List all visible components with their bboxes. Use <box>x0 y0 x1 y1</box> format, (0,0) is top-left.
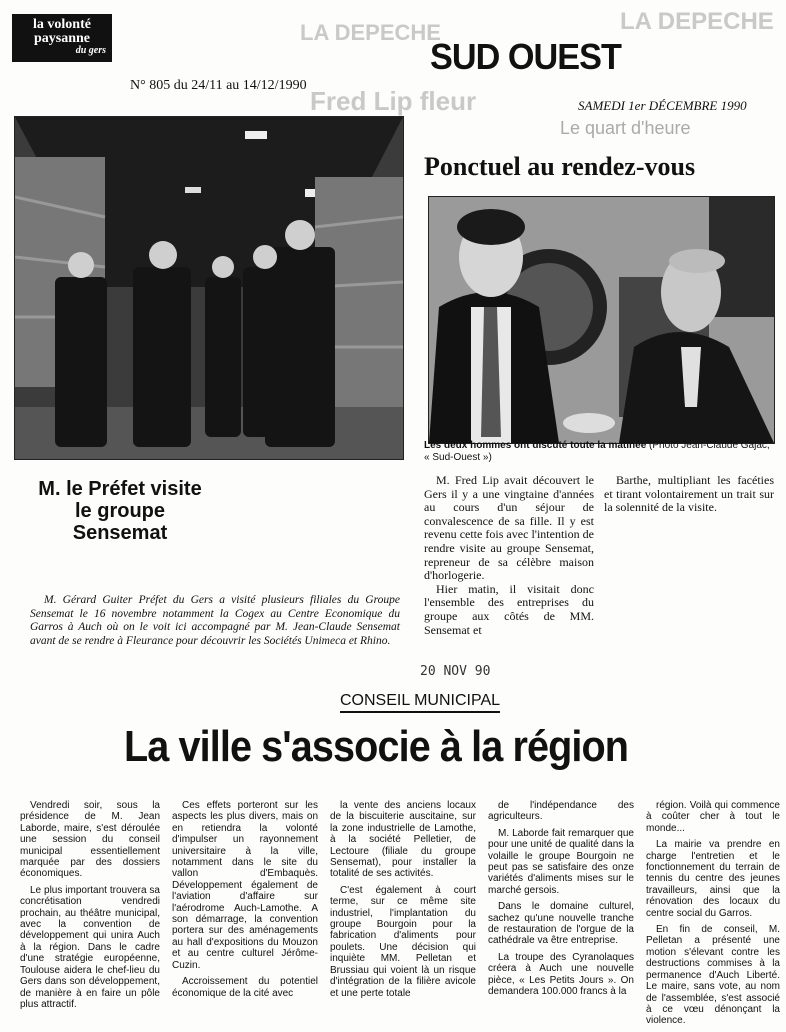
paragraph: C'est également à court terme, sur ce même site industriel, l'implantation du groupe Bourgoin pour la fabrication d'aliments pour poulets. Une décision qui inquiète MM. Pelletan et Brussiau qui voient là un risque d'intégration de la filière avicole et une perte totale <box>330 884 476 999</box>
caption-credit: (Photo Jean-Claude Gajac, « Sud-Ouest ») <box>424 440 770 463</box>
region-column-2 <box>172 800 318 1004</box>
paragraph: Hier matin, il visitait donc l'ensemble des entreprises du groupe aux côtés de MM. Sensemat et <box>424 581 594 637</box>
region-column-3 <box>330 800 476 1004</box>
publication-date: SAMEDI 1er DÉCEMBRE 1990 <box>578 98 747 113</box>
paragraph: M. Laborde fait remarquer que pour une unité de qualité dans la volaille le groupe Bourgoin ne peut pas se satisfaire des onze variétés d'aliments mises sur le marché gersois. <box>488 827 634 896</box>
paragraph: Dans le domaine culturel, sachez qu'une nouvelle tranche de restauration de l'orgue de la cathédrale va être entreprise. <box>488 901 634 947</box>
logo-line: paysanne <box>33 31 91 46</box>
paragraph: La mairie va prendre en charge l'entretien et le fonctionnement du terrain de tennis du centre des jeunes travailleurs, ainsi que la rénovation des locaux du centre social du Garros. <box>646 839 780 919</box>
fred-lip-photo <box>428 196 775 444</box>
fredlip-column-1 <box>424 474 594 637</box>
paragraph: Barthe, multipliant les facéties et tirant volontairement un trait sur la solennité de la visite. <box>604 473 774 515</box>
region-column-1 <box>20 800 160 1015</box>
ghost-headline: Fred Lip fleur <box>310 86 477 116</box>
prefet-body: M. Gérard Guiter Préfet du Gers a visité plusieurs filiales du Groupe Sensemat le 16 novembre notamment la Cogex au Centre Economique du Garros à Auch où on le voit ici accompagné par M. Jean-Claude Sensemat avant de se rendre à Fleurance pour découvrir les Sociétés Unimeca et Rhino. <box>30 594 400 647</box>
paragraph: de l'indépendance des agriculteurs. <box>488 800 634 823</box>
ghost-headline: LA DEPECHE <box>620 8 774 35</box>
paragraph: Vendredi soir, sous la présidence de M. Jean Laborde, maire, s'est déroulée une session du conseil municipal essentiellement marquée par des dossiers économiques. <box>20 800 160 880</box>
logo-line: la volonté <box>33 17 91 32</box>
ghost-headline: Le quart d'heure <box>560 118 691 138</box>
sud-ouest-logo: SUD OUEST <box>430 36 621 77</box>
date-stamp: 20 NOV 90 <box>420 664 491 679</box>
paragraph: Le plus important trouvera sa concrétisation vendredi prochain, au théâtre municipal, avec la convention de développement qui unira Auch à la région. Dans le cadre d'une stratégie européenne, Toulouse aidera le chef-lieu du Gers dans son développement, de manière à en faire un pôle plus attractif. <box>20 884 160 1010</box>
paragraph: région. Voilà qui commence à coûter cher à tout le monde... <box>646 800 780 834</box>
paragraph: M. Fred Lip avait découvert le Gers il y a une vingtaine d'années au cours d'un séjour de convalescence de sa fille. Il y est revenu cette fois avec l'intention de rendre visite au groupe Sensemat, repreneur de sa célèbre maison d'horlogerie. <box>424 473 594 583</box>
warehouse-visit-photo <box>14 116 404 460</box>
paragraph: Accroissement du potentiel économique de la cité avec <box>172 976 318 999</box>
ghost-headline: LA DEPECHE <box>300 20 441 45</box>
caption-title: Les deux hommes ont discuté toute la matinée <box>424 440 647 451</box>
issue-number: N° 805 du 24/11 au 14/12/1990 <box>130 78 307 93</box>
paragraph: la vente des anciens locaux de la biscuiterie auscitaine, sur la zone industrielle de Lamothe, à la société Pelletier, de Lectoure (filiale du groupe Sensemat), pour installer la totalité de ses activités. <box>330 800 476 880</box>
logo-line: du gers <box>75 45 106 56</box>
paragraph: En fin de conseil, M. Pelletan a présenté une motion s'élevant contre les destructions commises à la permanence d'Auch Liberté. Le maire, sans vote, au nom de l'assemblée, s'est associé à ce vœu dénonçant la violence. <box>646 924 780 1027</box>
volonte-paysanne-logo <box>12 14 112 62</box>
region-column-4 <box>488 800 634 1003</box>
headline-prefet: M. le Préfet visite le groupe Sensemat <box>38 478 202 544</box>
section-kicker: CONSEIL MUNICIPAL <box>340 692 500 713</box>
headline-region: La ville s'associe à la région <box>124 722 629 771</box>
region-column-5 <box>646 800 780 1032</box>
paragraph: La troupe des Cyranolaques créera à Auch une nouvelle pièce, « Les Petits Jours ». On demandera 100.000 francs à la <box>488 951 634 998</box>
paragraph: Ces effets porteront sur les aspects les plus divers, mais on en retiendra la volonté d'impulser un rayonnement universitaire à la ville, notamment dans le site du vallon d'Embaquès. Développement également de l'aviation d'affaire sur l'aérodrome Auch-Lamothe. A son démarrage, la convention portera sur des aménagements au hall d'expositions du Mouzon et au centre culturel Jérôme-Cuzin. <box>172 800 318 971</box>
photo-caption <box>424 440 774 464</box>
headline-ponctuel: Ponctuel au rendez-vous <box>424 152 696 181</box>
fredlip-column-2 <box>604 474 774 515</box>
